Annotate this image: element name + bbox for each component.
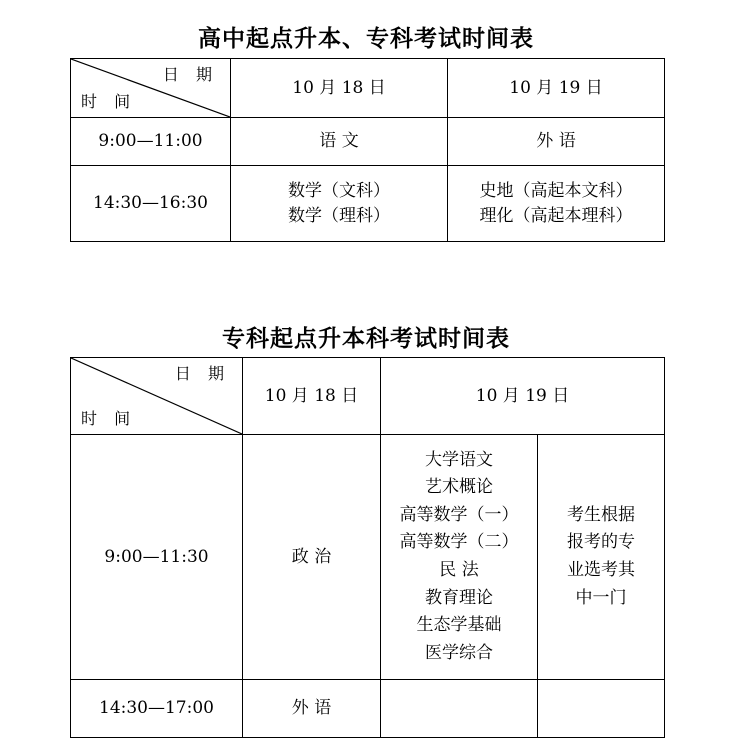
corner-time-label: 时 间 bbox=[81, 91, 137, 111]
corner-header-cell bbox=[71, 59, 231, 118]
row-time-label: 14:30—17:00 bbox=[71, 680, 243, 738]
corner-date-label: 日 期 bbox=[162, 65, 218, 84]
corner-time-label: 时 间 bbox=[81, 408, 137, 428]
subject-line: 数学（理科） bbox=[288, 205, 390, 226]
table-row bbox=[71, 680, 665, 738]
subject-line: 数学（文科） bbox=[288, 180, 390, 201]
subject-line: 高等数学（二） bbox=[399, 532, 519, 553]
subject-line: 民 法 bbox=[439, 560, 479, 580]
table-row bbox=[71, 118, 665, 166]
cell-oct19-morning: 外 语 bbox=[448, 118, 665, 166]
column-header-oct18: 10 月 18 日 bbox=[243, 358, 381, 435]
subject-line: 生态学基础 bbox=[416, 615, 502, 636]
row-time-label: 14:30—16:30 bbox=[71, 166, 231, 242]
row-time-label: 9:00—11:00 bbox=[71, 118, 231, 166]
table-header-row bbox=[71, 59, 665, 118]
corner-header-cell bbox=[71, 358, 243, 435]
row-time-label: 9:00—11:30 bbox=[71, 435, 243, 680]
column-header-oct19: 10 月 19 日 bbox=[448, 59, 665, 118]
subject-line: 史地（高起本文科） bbox=[479, 180, 633, 201]
table-row bbox=[71, 435, 665, 680]
subject-line: 教育理论 bbox=[425, 587, 493, 608]
subject-line: 医学综合 bbox=[425, 642, 493, 663]
cell-oct19-afternoon bbox=[448, 166, 665, 242]
cell-oct19-afternoon-note bbox=[538, 680, 665, 738]
note-line: 业选考其 bbox=[567, 560, 635, 580]
exam-schedule-table-zhuanke bbox=[70, 357, 665, 738]
corner-date-label: 日 期 bbox=[174, 364, 230, 383]
cell-oct19-note bbox=[538, 435, 665, 680]
subject-line: 艺术概论 bbox=[425, 477, 493, 498]
cell-oct19-afternoon-subjects bbox=[381, 680, 538, 738]
page-title-primary: 高中起点升本、专科考试时间表 bbox=[198, 25, 534, 52]
subject-line: 高等数学（一） bbox=[399, 504, 519, 525]
table-header-row bbox=[71, 358, 665, 435]
note-line: 报考的专 bbox=[567, 532, 635, 553]
cell-oct19-subject-list bbox=[381, 435, 538, 680]
note-line: 考生根据 bbox=[567, 504, 635, 525]
exam-schedule-table-gaozhong bbox=[70, 58, 665, 242]
note-line: 中一门 bbox=[575, 587, 627, 608]
page-title-secondary: 专科起点升本科考试时间表 bbox=[222, 325, 510, 352]
subject-line: 理化（高起本理科） bbox=[479, 205, 633, 226]
cell-oct18-afternoon: 外 语 bbox=[243, 680, 381, 738]
column-header-oct18: 10 月 18 日 bbox=[231, 59, 448, 118]
column-header-oct19: 10 月 19 日 bbox=[381, 358, 665, 435]
cell-oct18-afternoon bbox=[231, 166, 448, 242]
subject-line: 大学语文 bbox=[425, 449, 493, 470]
table-row bbox=[71, 166, 665, 242]
cell-oct18-morning: 政 治 bbox=[243, 435, 381, 680]
cell-oct18-morning: 语 文 bbox=[231, 118, 448, 166]
